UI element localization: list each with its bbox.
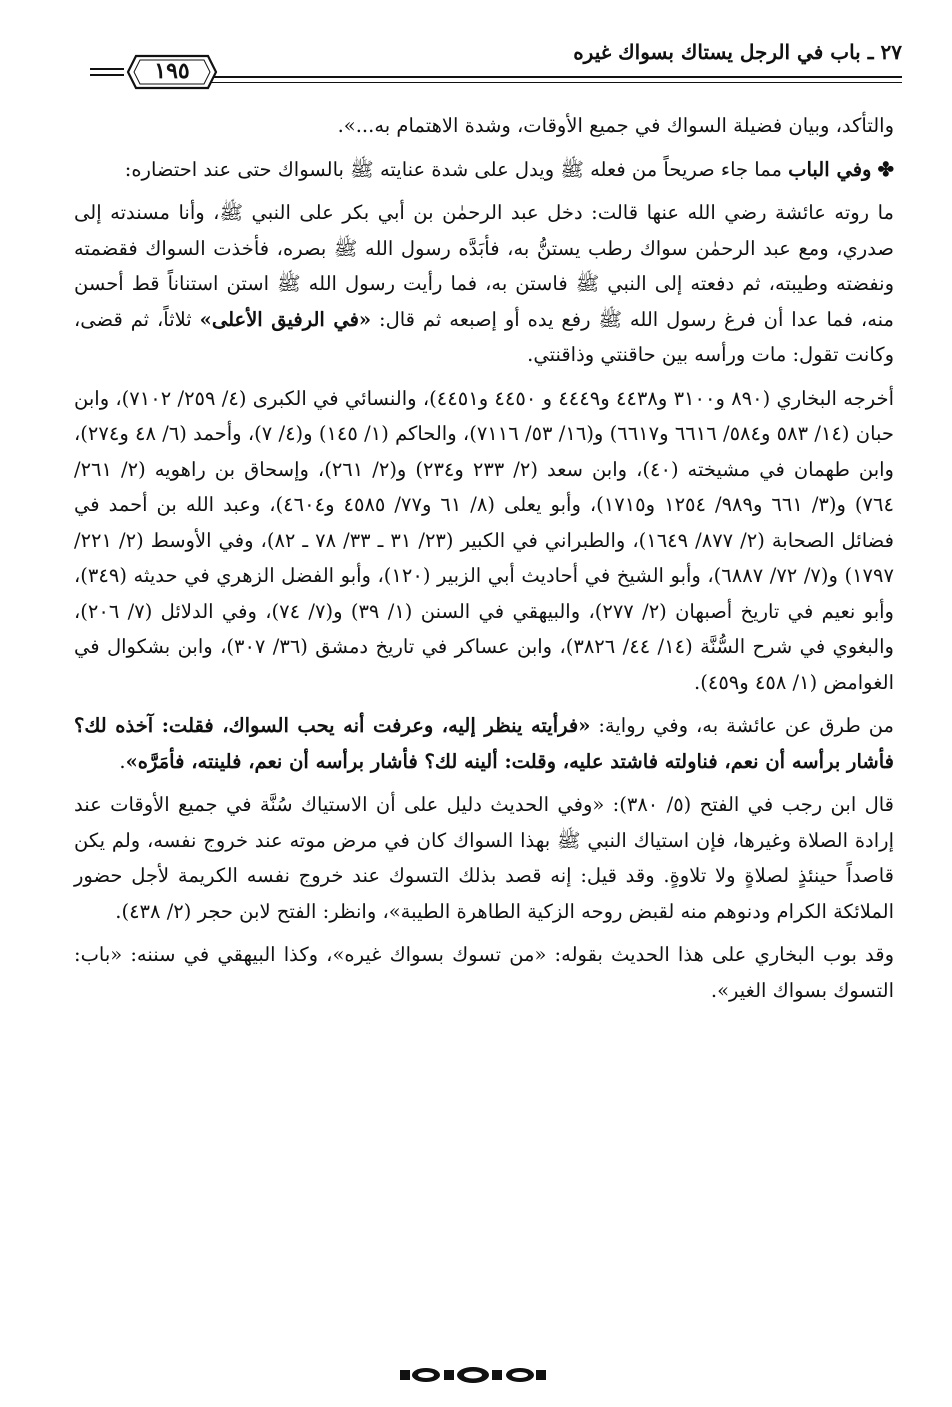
page-number: ١٩٥ (154, 58, 190, 84)
riwaya-end: . (119, 749, 126, 773)
ibn-rajab-quote: قال ابن رجب في الفتح (٥/ ٣٨٠): «وفي الحديث دليل على أن الاستياك سُنَّة في جميع الأوقات عند إرادة الصلاة وغيرها، فإن استياك النبي ﷺ بهذا السواك كان في مرض موته عند خروج نفسه، ولم يكن قاصداً حينئذٍ لصلاةٍ ولا تلاوةٍ. وقد قيل: إنه قصد بذلك التسوك عند خروج نفسه الكريمة لأجل حضور الملائكة الكرام ودنوهم منه لقبض روحه الزكية الطاهرة الطيبة»، وانظر: الفتح لابن حجر (٢/ ٤٣٨). (74, 793, 895, 923)
paragraph-4 (74, 381, 894, 701)
hadith-quote: «في الرفيق الأعلى» (199, 307, 372, 331)
left-rule-lower (90, 74, 124, 76)
page-header (80, 38, 902, 96)
paragraph-text: والتأكد، وبيان فضيلة السواك في جميع الأوقات، وشدة الاهتمام به...». (337, 114, 894, 137)
riwaya-quote: «فرأيته ينظر إليه، وعرفت أنه يحب السواك، فقلت: آخذه لك؟ فأشار برأسه أن نعم، فناولته فاشتد عليه، وقلت: ألينه لك؟ فأشار برأسه أن نعم، فلينته، فأمَرَّه» (74, 714, 894, 773)
header-rule-thin (200, 82, 902, 83)
hadith-text-end: ثلاثاً، ثم قضى، وكانت تقول: مات ورأسه بين حاقنتي وذاقنتي. (74, 307, 894, 366)
page-number-badge (126, 54, 218, 90)
paragraph-5 (74, 708, 894, 779)
section-lead: وفي الباب (788, 157, 872, 181)
takhrij-text: أخرجه البخاري (٨٩٠ و٣١٠٠ و٤٤٣٨ و٤٤٤٩ و ٤٤٥٠ و٤٤٥١)، والنسائي في الكبرى (٤/ ٢٥٩/ ٧١٠٢)، وابن حبان (١٤/ ٥٨٣ و٥٨٤/ ٦٦١٦ و٦٦١٧) و(١٦/ ٥٣/ ٧١١٦)، والحاكم (١/ ١٤٥) و(٤/ ٧)، وأحمد (٦/ ٤٨ و٢٧٤)، وابن طهمان في مشيخته (٤٠)، وابن سعد (٢/ ٢٣٣ و٢٣٤) و(٢/ ٢٦١)، وإسحاق بن راهويه (٢/ ٢٦١/ ٧٦٤) و(٣/ ٦٦١ و٩٨٩/ ١٢٥٤ و١٧١٥)، وأبو يعلى (٨/ ٦١ و٧٧/ ٤٥٨٥ و٤٦٠٤)، وعبد الله بن أحمد في فضائل الصحابة (٢/ ٨٧٧/ ١٦٤٩)، والطبراني في الكبير (٢٣/ ٣١ ـ ٣٣/ ٧٨ ـ ٨٢)، وفي الأوسط (٢/ ٢٢١/ ١٧٩٧) و(٧/ ٧٢/ ٦٨٨٧)، وأبو الشيخ في أحاديث أبي الزبير (١٢٠)، وأبو الفضل الزهري في حديثه (٣٤٩)، وأبو نعيم في تاريخ أصبهان (٢/ ٢٧٧)، والبيهقي في السنن (١/ ٣٩) و(٧/ ٧٤)، وفي الدلائل (٧/ ٢٠٦)، والبغوي في شرح السُّنَّة (١٤/ ٤٤/ ٣٨٢٦)، وابن عساكر في تاريخ دمشق (٣٦/ ٣٠٧)، وابن بشكوال في الغوامض (١/ ٤٥٨ و٤٥٩). (74, 386, 894, 694)
bukhari-chapter-note: وقد بوب البخاري على هذا الحديث بقوله: «من تسوك بسواك غيره»، وكذا البيهقي في سننه: «باب: التسوك بسواك الغير». (74, 943, 894, 1002)
header-rule (200, 76, 902, 78)
paragraph-7 (74, 937, 894, 1008)
paragraph-3 (74, 195, 894, 373)
paragraph-2 (74, 152, 894, 188)
riwaya-intro: من طرق عن عائشة به، وفي رواية: (590, 714, 894, 737)
paragraph-6 (74, 787, 894, 929)
section-end-ornament-icon (400, 1366, 546, 1384)
paragraph-text: مما جاء صريحاً من فعله ﷺ ويدل على شدة عنايته ﷺ بالسواك حتى عند احتضاره: (124, 157, 789, 181)
paragraph-1 (74, 108, 894, 144)
chapter-title: ٢٧ ـ باب في الرجل يستاك بسواك غيره (573, 40, 902, 64)
page-content (74, 108, 894, 1016)
left-rule (90, 68, 124, 70)
hadith-text: ما روته عائشة رضي الله عنها قالت: دخل عبد الرحمٰن بن أبي بكر على النبي ﷺ، وأنا مسندته إلى صدري، ومع عبد الرحمٰن سواك رطب يستنُّ به، فأبَدَّه رسول الله ﷺ بصره، فأخذت السواك فقضمته ونفضته وطيبته، ثم دفعته إلى النبي ﷺ فاستن به، فما رأيت رسول الله ﷺ استن استناناً قط أحسن منه، فما عدا أن فرغ رسول الله ﷺ رفع يده أو إصبعه ثم قال: (74, 201, 895, 331)
flower-bullet-icon: ✤ (877, 157, 894, 181)
